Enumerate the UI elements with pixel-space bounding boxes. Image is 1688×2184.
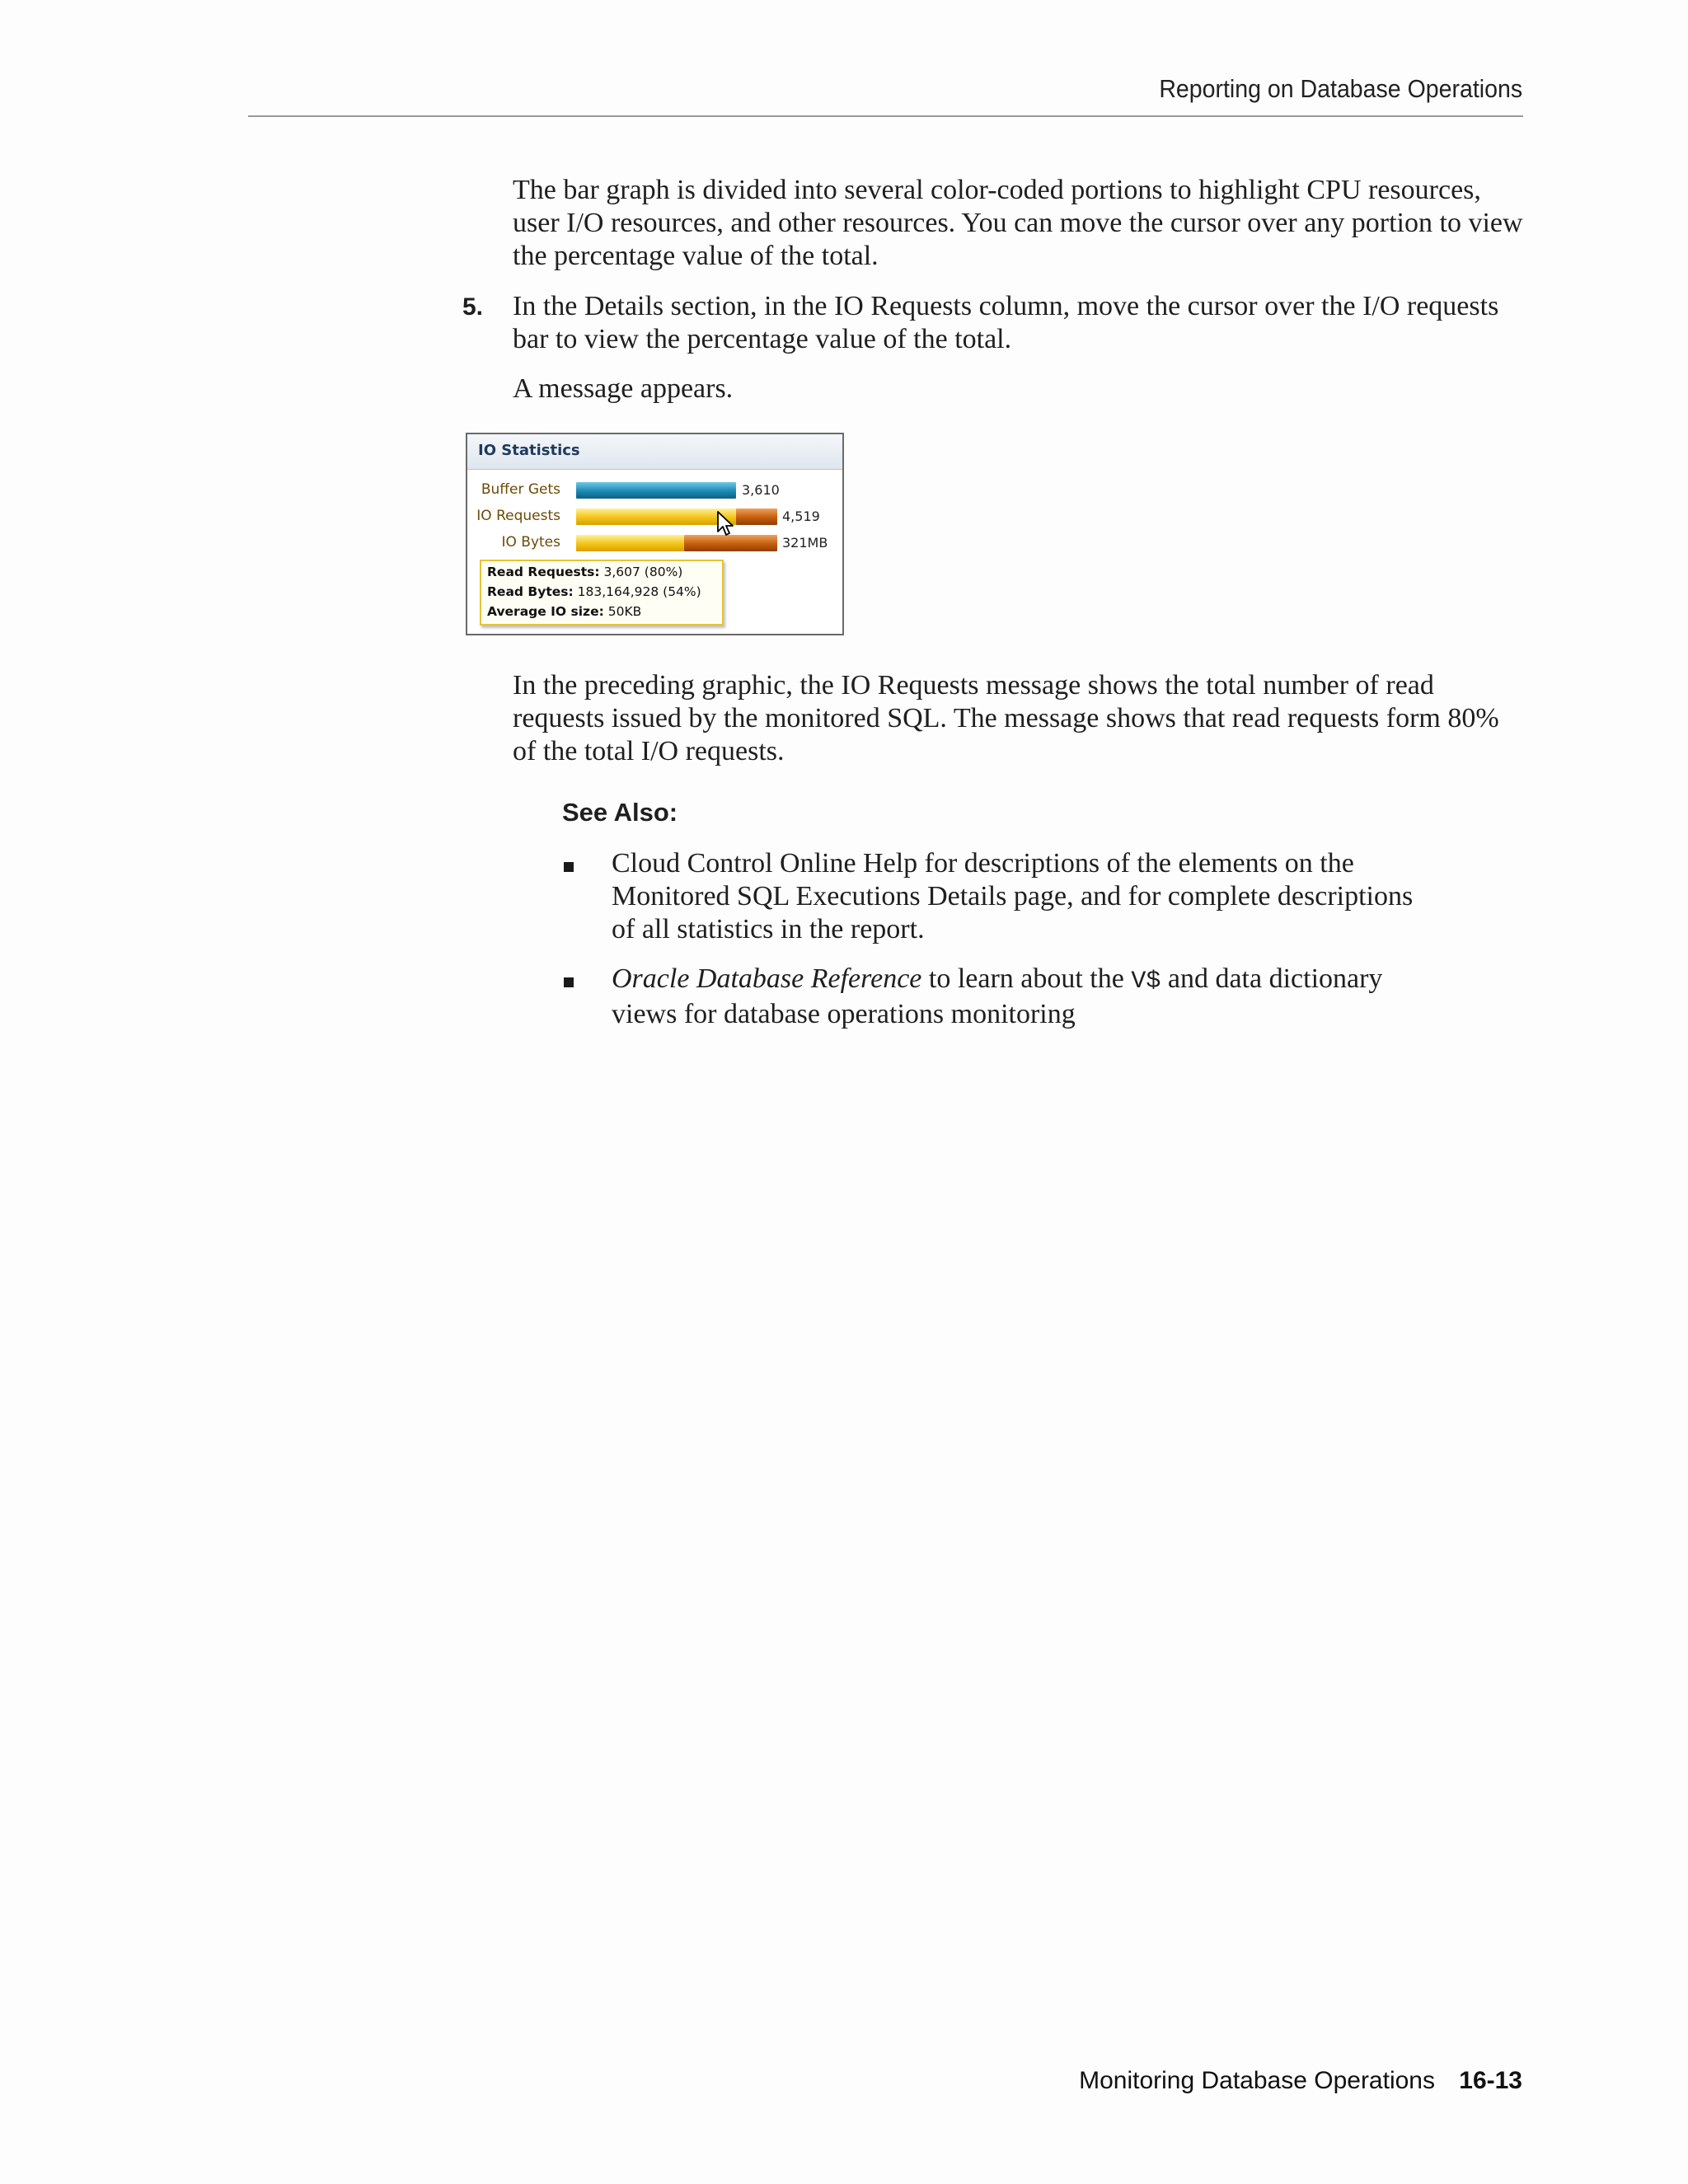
code-v-dollar: V$: [1131, 968, 1161, 996]
footer-page-number: 16-13: [1459, 2067, 1522, 2094]
step-number: 5.: [462, 293, 484, 321]
value-io-requests: 4,519: [782, 509, 820, 524]
see-also-item-database-reference: Oracle Database Reference to learn about the V$ and data dictionary views for database operations monitoring: [612, 963, 1383, 1029]
label-buffer-gets: Buffer Gets: [481, 481, 560, 498]
mouse-pointer-icon: [716, 510, 734, 538]
running-header: Reporting on Database Operations: [1159, 74, 1522, 103]
reference-title[interactable]: Oracle Database Reference: [612, 963, 922, 994]
step-result: A message appears.: [513, 373, 734, 404]
footer-chapter-title: Monitoring Database Operations: [1079, 2067, 1435, 2094]
bar-io-requests-write[interactable]: [736, 509, 777, 525]
tooltip-average-io-size: Average IO size: 50KB: [487, 604, 642, 619]
bullet-icon: [564, 977, 574, 987]
bullet-icon: [564, 862, 574, 872]
header-divider: [248, 115, 1523, 117]
see-also-item-online-help: Cloud Control Online Help for descriptions of the elements on the Monitored SQL Executions Details page, and for complete descriptions of all statistics in the report.: [612, 848, 1414, 944]
bar-io-requests-read[interactable]: [576, 509, 736, 525]
bar-io-bytes-read[interactable]: [576, 535, 684, 551]
step-text: In the Details section, in the IO Requests column, move the cursor over the I/O requests bar to view the percentage value of the total.: [513, 291, 1499, 354]
figure-title-bar: [467, 434, 842, 470]
io-statistics-figure: [466, 433, 844, 635]
figure-explanation-paragraph: In the preceding graphic, the IO Requests message shows the total number of read requests issued by the monitored SQL. The message shows that read requests form 80% of the total I/O requests.: [513, 670, 1499, 766]
value-buffer-gets: 3,610: [742, 482, 780, 498]
label-io-bytes: IO Bytes: [501, 534, 560, 551]
intro-paragraph: The bar graph is divided into several color-coded portions to highlight CPU resources, user I/O resources, and other resources. You can move the cursor over any portion to view the percentage value of the total.: [513, 175, 1523, 271]
bar-buffer-gets[interactable]: [576, 482, 736, 499]
tooltip-read-bytes: Read Bytes: 183,164,928 (54%): [487, 584, 701, 599]
label-io-requests: IO Requests: [476, 508, 560, 524]
value-io-bytes: 321MB: [782, 535, 828, 551]
tooltip-read-requests: Read Requests: 3,607 (80%): [487, 565, 683, 579]
figure-title: IO Statistics: [478, 442, 580, 459]
see-also-heading: See Also:: [562, 798, 678, 827]
io-requests-tooltip: [480, 560, 724, 626]
